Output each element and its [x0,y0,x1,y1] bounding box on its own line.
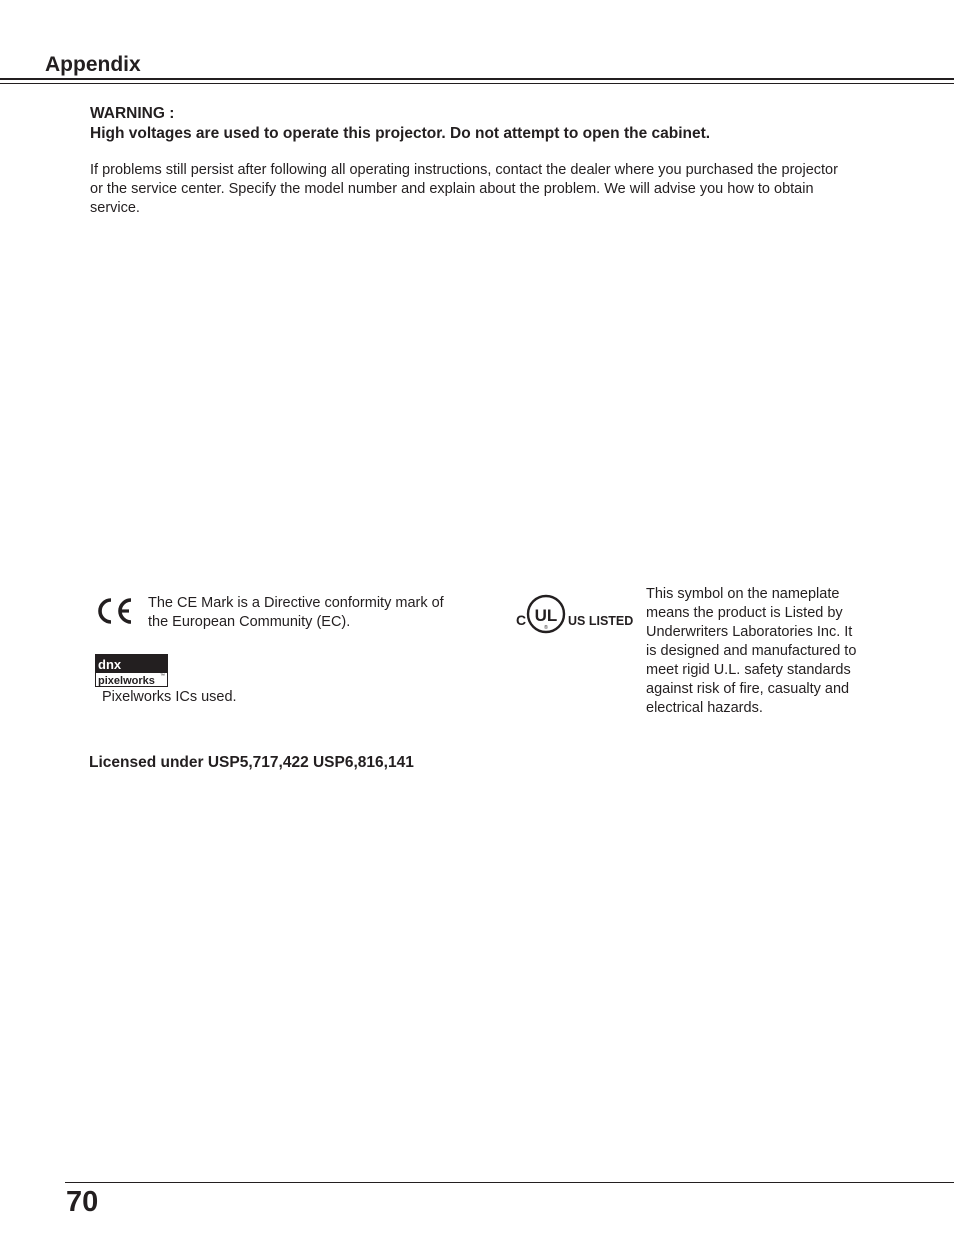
ul-listed-mark-icon [515,592,633,638]
ce-mark-icon [94,596,134,626]
license-notice: Licensed under USP5,717,422 USP6,816,141 [89,754,414,771]
page-number: 70 [66,1186,99,1218]
ul-logo-us-listed: US LISTED [568,614,633,628]
header-divider-thin [0,83,954,84]
pixelworks-logo [95,654,168,687]
ul-logo-ul: UL [534,606,558,625]
section-title: Appendix [45,53,141,76]
service-paragraph: If problems still persist after following all operating instructions, contact the dealer where you purchased the projector or the service center. Specify the model number and explain about the problem. We will advise you how to obtain service. [90,162,838,216]
pixelworks-description: Pixelworks ICs used. [102,689,237,705]
ul-logo-c: C [516,612,527,628]
footer-divider [65,1182,954,1183]
pixelworks-logo-tm: ™ [160,673,165,679]
pixelworks-logo-dnx: dnx [98,657,122,672]
pixelworks-logo-wordmark: pixelworks [98,675,155,686]
ce-mark-description: The CE Mark is a Directive conformity mark of the European Community (EC). [148,595,444,630]
pixelworks-logo-lettering [96,655,167,686]
ul-logo-registered: ® [544,625,548,631]
warning-label: WARNING : [90,105,175,122]
header-divider [0,78,954,80]
warning-text: High voltages are used to operate this projector. Do not attempt to open the cabinet. [90,125,711,142]
ul-description: This symbol on the nameplate means the product is Listed by Underwriters Laboratories Inc. It is designed and manufactured to meet rigid U.L. safety standards against risk of fire, casualty and electrical hazards. [646,586,857,716]
